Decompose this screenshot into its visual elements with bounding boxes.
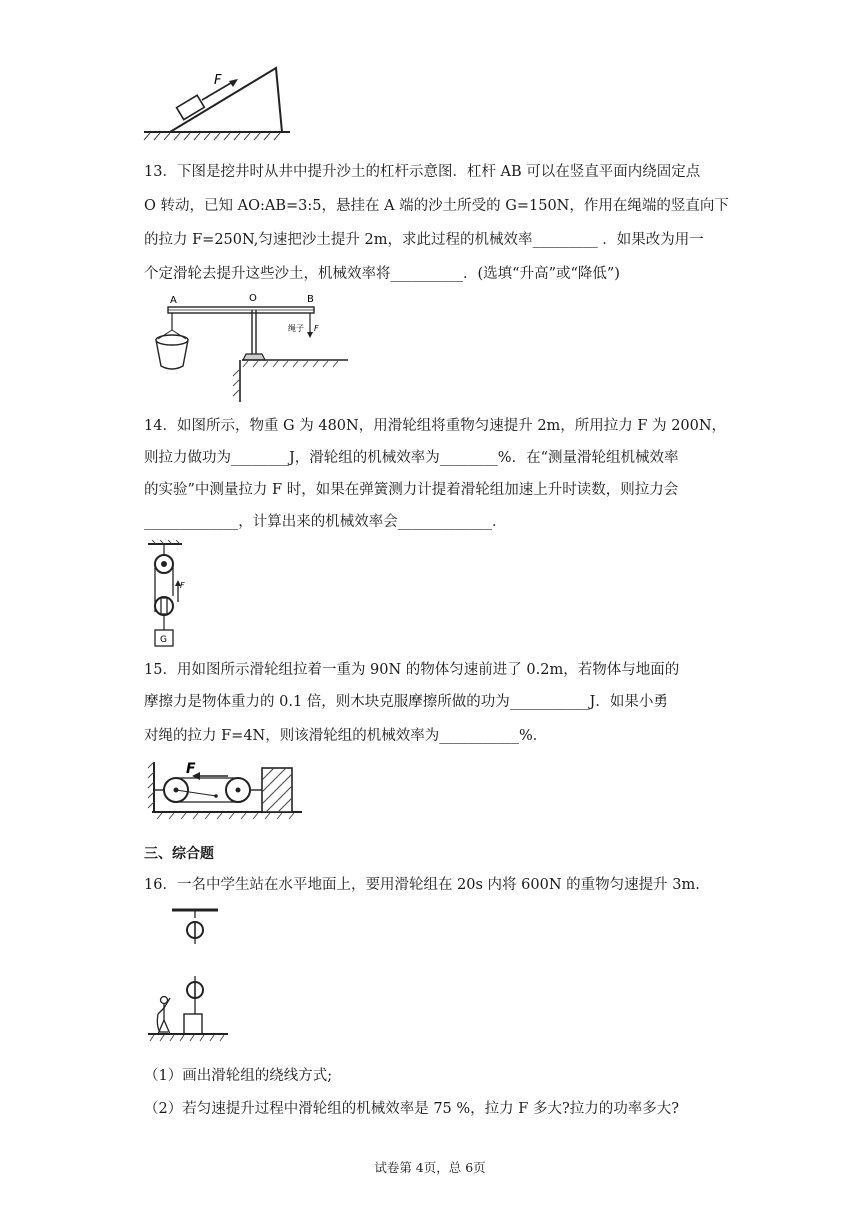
lever-force-label: F (314, 324, 319, 333)
lever-rope-label: 绳子 (288, 324, 304, 333)
q13-line-1: 13．下图是挖井时从井中提升沙土的杠杆示意图．杠杆 AB 可以在竖直平面内绕固定点 (144, 164, 701, 180)
q14-line-2: 则拉力做功为________J，滑轮组的机械效率为________%．在“测量滑轮组机械效率 (144, 450, 679, 466)
q15-line-3: 对绳的拉力 F=4N，则该滑轮组的机械效率为___________%． (144, 728, 548, 744)
incline-force-label: F (214, 73, 222, 88)
pulley-system-figure (144, 904, 234, 1044)
q14-line-4: _____________，计算出来的机械效率会_____________． (144, 514, 507, 530)
incline-figure (140, 58, 300, 142)
q16-line-1: 16．一名中学生站在水平地面上，要用滑轮组在 20s 内将 600N 的重物匀速提升 3m. (144, 877, 700, 893)
lever-label-o: O (249, 293, 257, 304)
q15-line-2: 摩擦力是物体重力的 0.1 倍，则木块克服摩擦所做的功为___________J．如果小勇 (144, 694, 668, 710)
q13-line-4: 个定滑轮去提升这些沙土，机械效率将__________．(选填“升高”或“降低”) (144, 266, 620, 282)
q14-line-1: 14．如图所示，物重 G 为 480N，用滑轮组将重物匀速提升 2m，所用拉力 F 为 200N， (144, 418, 727, 434)
q14-line-3: 的实验”中测量拉力 F 时，如果在弹簧测力计提着滑轮组加速上升时读数，则拉力会 (144, 482, 679, 498)
pulley-weight-label: G (160, 635, 167, 645)
q13-line-3: 的拉力 F=250N,匀速把沙土提升 2m，求此过程的机械效率_________ ．如果改为用一 (144, 232, 704, 248)
q13-line-2: O 转动，已知 AO:AB=3:5，悬挂在 A 端的沙土所受的 G=150N，作用在绳端的竖直向下 (144, 198, 729, 214)
horizontal-pulley-figure (146, 758, 306, 820)
page-footer: 试卷第 4页，总 6页 (374, 1160, 486, 1175)
q15-line-1: 15．用如图所示滑轮组拉着一重为 90N 的物体匀速前进了 0.2m，若物体与地面的 (144, 662, 680, 678)
horizontal-force-label: F (186, 761, 196, 777)
q16-sub1: （1）画出滑轮组的绕线方式; (144, 1068, 333, 1084)
pulley-block-figure (144, 540, 190, 652)
lever-label-b: B (307, 294, 314, 305)
section-title: 三、综合题 (144, 846, 214, 862)
pulley-force-label: F (180, 581, 185, 590)
lever-figure (148, 290, 348, 402)
q16-sub2: （2）若匀速提升过程中滑轮组的机械效率是 75 %，拉力 F 多大?拉力的功率多大? (144, 1101, 679, 1117)
lever-label-a: A (170, 295, 177, 306)
